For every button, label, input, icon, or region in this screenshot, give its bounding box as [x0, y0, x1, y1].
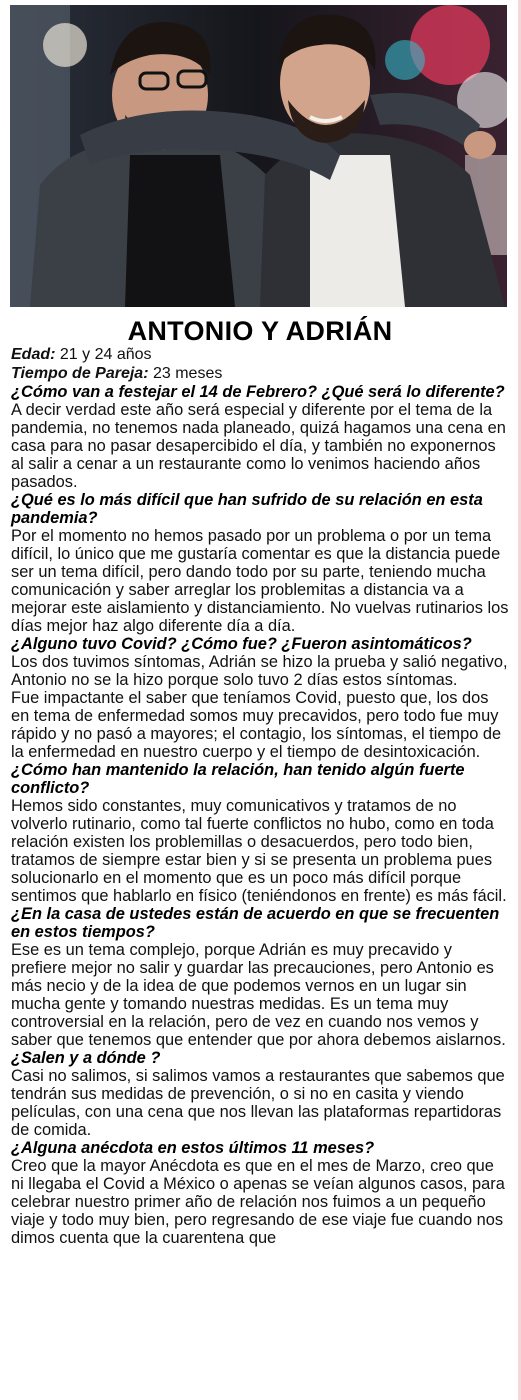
article	[11, 316, 509, 1247]
meta-line	[11, 346, 509, 365]
qa-block	[11, 383, 509, 491]
answer-paragraph: A decir verdad este año será especial y diferente por el tema de la pandemia, no tenemos nada planeado, quizá hagamos una cena en casa para no pasar desapercibido el día, y también no exponernos al salir a cenar a un restaurante como lo venimos haciendo años pasados.	[11, 401, 506, 491]
answer-paragraph: Los dos tuvimos síntomas, Adrián se hizo la prueba y salió negativo, Antonio no se la hizo porque solo tuvo 2 días estos síntomas.	[11, 653, 508, 689]
question: ¿Qué es lo más difícil que han sufrido de su relación en esta pandemia?	[11, 491, 483, 527]
question: ¿En la casa de ustedes están de acuerdo en que se frecuenten en estos tiempos?	[11, 905, 500, 941]
couple-photo	[10, 5, 507, 307]
question: ¿Alguno tuvo Covid? ¿Cómo fue? ¿Fueron asintomáticos?	[11, 635, 472, 653]
qa-block	[11, 1139, 509, 1247]
question: ¿Cómo han mantenido la relación, han tenido algún fuerte conflicto?	[11, 761, 465, 797]
answer-paragraph: Por el momento no hemos pasado por un problema o por un tema difícil, lo único que me gustaría comentar es que la distancia puede ser un tema difícil, pero dando todo por su parte, teniendo mucha comunicación y saber arreglar los problemitas a distancia va a mejorar este aislamiento y distanciamiento. No vuelvas rutinarios los días mejor haz algo diferente día a día.	[11, 527, 509, 635]
question: ¿Alguna anécdota en estos últimos 11 meses?	[11, 1139, 375, 1157]
answer-paragraph: Ese es un tema complejo, porque Adrián es muy precavido y prefiere mejor no salir y guardar las precauciones, pero Antonio es más necio y de la idea de que podemos vernos en un lugar sin mucha gente y tomando nuestras medidas. Es un tema muy controversial en la relación, pero de vez en cuando nos vemos y saber que tenemos que entender que por ahora debemos aislarnos.	[11, 941, 506, 1049]
meta-key: Tiempo de Pareja:	[11, 364, 149, 382]
question: ¿Salen y a dónde ?	[11, 1049, 161, 1067]
qa-block	[11, 491, 509, 635]
article-meta	[11, 346, 509, 383]
article-title: ANTONIO Y ADRIÁN	[127, 316, 393, 346]
answer-paragraph: Fue impactante el saber que teníamos Covid, puesto que, los dos en tema de enfermedad somos muy precavidos, pero todo fue muy rápido y no pasó a mayores; el contagio, los síntomas, el tiempo de la enfermedad en nuestro cuerpo y el tiempo de desintoxicación.	[11, 689, 502, 761]
answer-paragraph: Hemos sido constantes, muy comunicativos y tratamos de no volverlo rutinario, como tal fuerte conflictos no hubo, como en toda relación existen los problemillas o desacuerdos, pero todo bien, tratamos de siempre estar bien y si se presenta un problema pues solucionarlo en el momento que es un poco más difícil porque sentimos que hablarlo en físico (teniéndonos en frente) es más fácil.	[11, 797, 507, 905]
answer-paragraph: Casi no salimos, si salimos vamos a restaurantes que sabemos que tendrán sus medidas de prevención, o si no en casita y viendo películas, con una cena que nos llevan las plataformas repartidoras de comida.	[11, 1067, 505, 1139]
meta-line	[11, 365, 509, 384]
qa-block	[11, 635, 509, 761]
answer-paragraph: Creo que la mayor Anécdota es que en el mes de Marzo, creo que ni llegaba el Covid a México o apenas se veían algunos casos, para celebrar nuestro primer año de relación nos fuimos a un pequeño viaje y todo muy bien, pero regresando de ese viaje fue cuando nos dimos cuenta que la cuarentena que	[11, 1157, 505, 1247]
qa-block	[11, 1049, 509, 1139]
couple-photo-illustration	[10, 5, 507, 307]
article-qa	[11, 383, 509, 1247]
qa-block	[11, 761, 509, 905]
meta-key: Edad:	[11, 346, 56, 363]
meta-value: 23 meses	[148, 364, 223, 382]
meta-value: 21 y 24 años	[55, 346, 152, 363]
question: ¿Cómo van a festejar el 14 de Febrero? ¿Qué será lo diferente?	[11, 383, 505, 401]
qa-block	[11, 905, 509, 1049]
